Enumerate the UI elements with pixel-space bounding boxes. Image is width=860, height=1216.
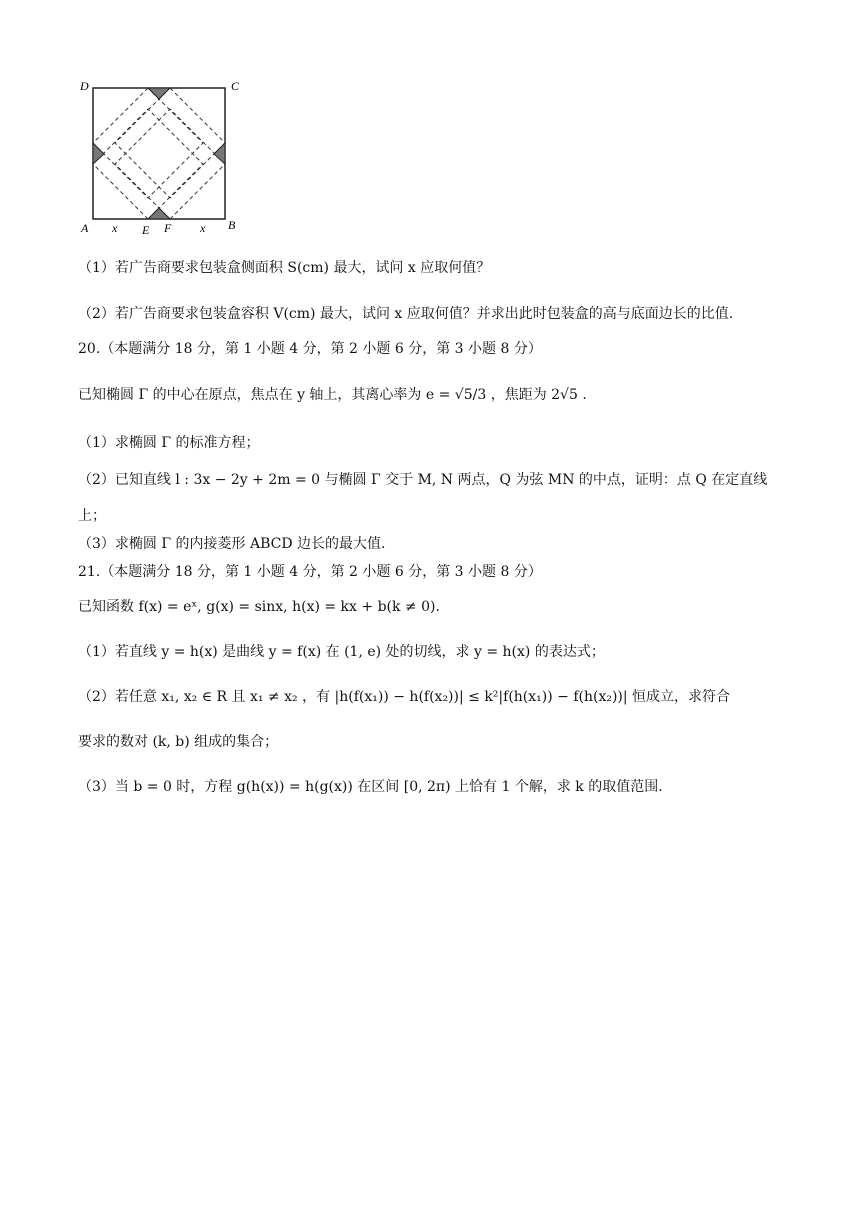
q20-part3: （3）求椭圆 Γ 的内接菱形 ABCD 边长的最大值. <box>78 536 386 552</box>
label-E: E <box>142 223 150 237</box>
q20-part1: （1）求椭圆 Γ 的标准方程； <box>78 435 260 451</box>
label-D: D <box>80 79 89 93</box>
label-x-right: x <box>200 221 206 235</box>
q21-part3: （3）当 b = 0 时，方程 g(h(x)) = h(g(x)) 在区间 [0, 2π) 上恰有 1 个解，求 k 的取值范围. <box>78 779 663 795</box>
q21-part1: （1）若直线 y = h(x) 是曲线 y = f(x) 在 (1, e) 处的切线，求 y = h(x) 的表达式； <box>78 644 605 660</box>
q21-part2-line1: （2）若任意 x₁, x₂ ∈ R 且 x₁ ≠ x₂ ，有 |h(f(x₁)) − h(f(x₂))| ≤ k²|f(h(x₁)) − f(h(x₂))| 恒成立，求符合 <box>78 689 731 705</box>
square-net-diagram <box>76 74 246 239</box>
q21-stem: 已知函数 f(x) = eˣ, g(x) = sinx, h(x) = kx + b(k ≠ 0). <box>78 599 440 615</box>
outer-square <box>93 88 225 219</box>
q20-stem: 已知椭圆 Γ 的中心在原点，焦点在 y 轴上，其离心率为 e = √5/3 ，焦距为 2√5 . <box>78 387 587 403</box>
label-B: B <box>228 218 236 232</box>
label-A: A <box>81 221 89 235</box>
shaded-triangle-top <box>148 88 170 99</box>
q20-heading: 20.（本题满分 18 分，第 1 小题 4 分，第 2 小题 6 分，第 3 小题 8 分） <box>78 341 542 357</box>
q20-part2-line2: 上； <box>78 508 106 524</box>
q19-part1: （1）若广告商要求包装盒侧面积 S(cm) 最大，试问 x 应取何值？ <box>78 260 491 276</box>
box-net-figure <box>76 74 246 239</box>
shaded-triangle-right <box>214 143 225 164</box>
q21-part2-line2: 要求的数对 (k, b) 组成的集合； <box>78 734 279 750</box>
q21-heading: 21.（本题满分 18 分，第 1 小题 4 分，第 2 小题 6 分，第 3 小题 8 分） <box>78 564 542 580</box>
q20-part2-line1: （2）已知直线 l : 3x − 2y + 2m = 0 与椭圆 Γ 交于 M, N 两点，Q 为弦 MN 的中点，证明：点 Q 在定直线 <box>78 472 768 488</box>
label-F: F <box>164 221 172 235</box>
label-C: C <box>231 79 240 93</box>
shaded-triangle-left <box>93 143 104 164</box>
q19-part2: （2）若广告商要求包装盒容积 V(cm) 最大，试问 x 应取何值？并求出此时包装盒的高与底面边长的比值. <box>78 306 734 322</box>
label-x-left: x <box>112 221 118 235</box>
shaded-triangle-bottom <box>148 208 170 219</box>
